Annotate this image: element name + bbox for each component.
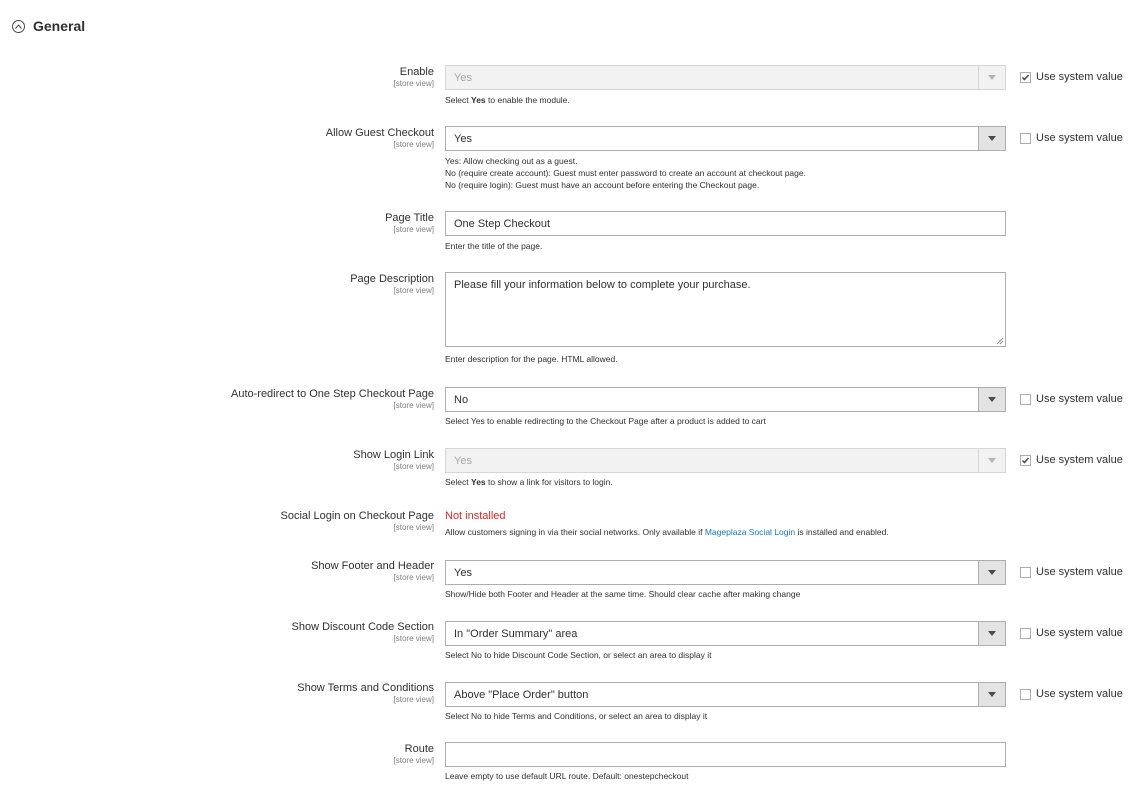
note-text: Select bbox=[445, 477, 471, 487]
system-value-label: Use system value bbox=[1036, 71, 1123, 83]
resize-grip-icon[interactable] bbox=[996, 337, 1004, 345]
page-title-input[interactable] bbox=[445, 211, 1006, 236]
footer-header-select[interactable] bbox=[445, 560, 1006, 585]
select-value: Yes bbox=[454, 71, 472, 84]
note-line: No (require create account): Guest must enter password to create an account at checkout page. bbox=[445, 168, 806, 178]
field-label-page-description: Page Description bbox=[350, 273, 434, 285]
dropdown-arrow bbox=[978, 388, 1005, 411]
checkmark-icon bbox=[1021, 456, 1030, 465]
dropdown-arrow bbox=[978, 683, 1005, 706]
scope-label: [store view] bbox=[393, 756, 434, 765]
note-line: Yes: Allow checking out as a guest. bbox=[445, 156, 578, 166]
field-note-route: Leave empty to use default URL route. Default: onestepcheckout bbox=[445, 771, 689, 781]
field-label-login-link: Show Login Link bbox=[353, 449, 434, 461]
triangle-down-icon bbox=[988, 631, 996, 636]
note-text: to show a link for visitors to login. bbox=[485, 477, 613, 487]
field-label-guest-checkout: Allow Guest Checkout bbox=[325, 127, 434, 139]
note-line: No (require login): Guest must have an account before entering the Checkout page. bbox=[445, 180, 760, 190]
select-value: Yes bbox=[454, 566, 472, 579]
dropdown-arrow bbox=[978, 561, 1005, 584]
mageplaza-social-login-link[interactable]: Mageplaza Social Login bbox=[704, 527, 796, 537]
scope-label: [store view] bbox=[393, 634, 434, 643]
field-label-auto-redirect: Auto-redirect to One Step Checkout Page bbox=[230, 388, 434, 400]
system-value-checkbox[interactable] bbox=[1020, 394, 1031, 405]
section-header-general[interactable] bbox=[12, 17, 85, 35]
field-label-wrap bbox=[231, 388, 434, 411]
field-label-wrap bbox=[311, 560, 434, 583]
field-note-terms: Select No to hide Terms and Conditions, or select an area to display it bbox=[445, 711, 708, 721]
select-value: No bbox=[454, 393, 469, 406]
scope-label: [store view] bbox=[393, 401, 434, 410]
status-not-installed: Not installed bbox=[445, 510, 506, 522]
use-system-value-enable[interactable] bbox=[1020, 70, 1123, 84]
triangle-down-icon bbox=[988, 136, 996, 141]
field-label-wrap bbox=[292, 621, 434, 644]
field-note-enable bbox=[445, 94, 570, 106]
login-link-select[interactable] bbox=[445, 448, 1006, 473]
field-label-wrap bbox=[394, 743, 434, 766]
use-system-value-footer-header[interactable] bbox=[1020, 565, 1123, 579]
system-value-label: Use system value bbox=[1036, 566, 1123, 578]
field-note-discount-code: Select No to hide Discount Code Section, or select an area to display it bbox=[445, 650, 712, 660]
field-note-guest-checkout bbox=[445, 155, 806, 191]
use-system-value-discount-code[interactable] bbox=[1020, 626, 1123, 640]
field-label-wrap bbox=[281, 510, 435, 533]
triangle-down-icon bbox=[988, 692, 996, 697]
enable-select[interactable] bbox=[445, 65, 1006, 90]
field-label-terms: Show Terms and Conditions bbox=[297, 682, 434, 694]
field-label-page-title: Page Title bbox=[385, 212, 434, 224]
discount-code-select[interactable] bbox=[445, 621, 1006, 646]
system-value-label: Use system value bbox=[1036, 393, 1123, 405]
scope-label: [store view] bbox=[393, 225, 434, 234]
triangle-down-icon bbox=[988, 397, 996, 402]
system-value-checkbox[interactable] bbox=[1020, 455, 1031, 466]
note-text: to enable the module. bbox=[485, 95, 570, 105]
system-value-checkbox[interactable] bbox=[1020, 689, 1031, 700]
scope-label: [store view] bbox=[393, 140, 434, 149]
auto-redirect-select[interactable] bbox=[445, 387, 1006, 412]
field-label-wrap bbox=[353, 449, 434, 472]
scope-label: [store view] bbox=[393, 573, 434, 582]
scope-label: [store view] bbox=[393, 79, 434, 88]
scope-label: [store view] bbox=[393, 462, 434, 471]
field-note-footer-header: Show/Hide both Footer and Header at the same time. Should clear cache after making change bbox=[445, 589, 801, 599]
field-note-login-link bbox=[445, 476, 613, 488]
chevron-up-circle-icon bbox=[12, 20, 25, 33]
field-label-wrap bbox=[394, 66, 434, 89]
system-value-checkbox[interactable] bbox=[1020, 628, 1031, 639]
note-bold: Yes bbox=[471, 95, 486, 105]
system-value-label: Use system value bbox=[1036, 132, 1123, 144]
checkmark-icon bbox=[1021, 73, 1030, 82]
note-bold: Yes bbox=[471, 477, 486, 487]
triangle-down-icon bbox=[988, 570, 996, 575]
scope-label: [store view] bbox=[393, 695, 434, 704]
note-text: is installed and enabled. bbox=[795, 527, 889, 537]
use-system-value-auto-redirect[interactable] bbox=[1020, 392, 1123, 406]
route-input[interactable] bbox=[445, 742, 1006, 767]
scope-label: [store view] bbox=[393, 286, 434, 295]
field-note-page-title: Enter the title of the page. bbox=[445, 241, 543, 251]
select-value: Yes bbox=[454, 454, 472, 467]
scope-label: [store view] bbox=[393, 523, 434, 532]
note-text: Select bbox=[445, 95, 471, 105]
field-note-social-login bbox=[445, 526, 889, 538]
note-text: Allow customers signing in via their social networks. Only available if bbox=[445, 527, 705, 537]
dropdown-arrow bbox=[978, 622, 1005, 645]
dropdown-arrow bbox=[978, 66, 1005, 89]
select-value: Above "Place Order" button bbox=[454, 688, 589, 701]
dropdown-arrow bbox=[978, 127, 1005, 150]
field-label-wrap bbox=[326, 127, 434, 150]
page-description-textarea[interactable] bbox=[445, 272, 1006, 347]
dropdown-arrow bbox=[978, 449, 1005, 472]
system-value-label: Use system value bbox=[1036, 688, 1123, 700]
use-system-value-guest-checkout[interactable] bbox=[1020, 131, 1123, 145]
triangle-down-icon bbox=[988, 458, 996, 463]
system-value-checkbox[interactable] bbox=[1020, 567, 1031, 578]
select-value: Yes bbox=[454, 132, 472, 145]
use-system-value-terms[interactable] bbox=[1020, 687, 1123, 701]
system-value-label: Use system value bbox=[1036, 454, 1123, 466]
input-value: One Step Checkout bbox=[454, 217, 551, 230]
section-title: General bbox=[33, 18, 86, 34]
terms-select[interactable] bbox=[445, 682, 1006, 707]
guest-checkout-select[interactable] bbox=[445, 126, 1006, 151]
textarea-value: Please fill your information below to complete your purchase. bbox=[454, 279, 751, 291]
field-label-wrap bbox=[385, 212, 434, 235]
field-label-footer-header: Show Footer and Header bbox=[311, 560, 434, 572]
field-label-discount-code: Show Discount Code Section bbox=[291, 621, 434, 633]
system-value-checkbox[interactable] bbox=[1020, 72, 1031, 83]
field-label-social-login: Social Login on Checkout Page bbox=[280, 510, 434, 522]
triangle-down-icon bbox=[988, 75, 996, 80]
field-label-wrap bbox=[297, 682, 434, 705]
use-system-value-login-link[interactable] bbox=[1020, 453, 1123, 467]
field-note-auto-redirect: Select Yes to enable redirecting to the Checkout Page after a product is added to cart bbox=[445, 416, 766, 426]
system-value-checkbox[interactable] bbox=[1020, 133, 1031, 144]
field-label-wrap bbox=[350, 273, 434, 296]
system-value-label: Use system value bbox=[1036, 627, 1123, 639]
field-note-page-description: Enter description for the page. HTML allowed. bbox=[445, 354, 618, 364]
field-label-route: Route bbox=[404, 743, 434, 755]
field-label-enable: Enable bbox=[399, 66, 434, 78]
select-value: In "Order Summary" area bbox=[454, 627, 578, 640]
